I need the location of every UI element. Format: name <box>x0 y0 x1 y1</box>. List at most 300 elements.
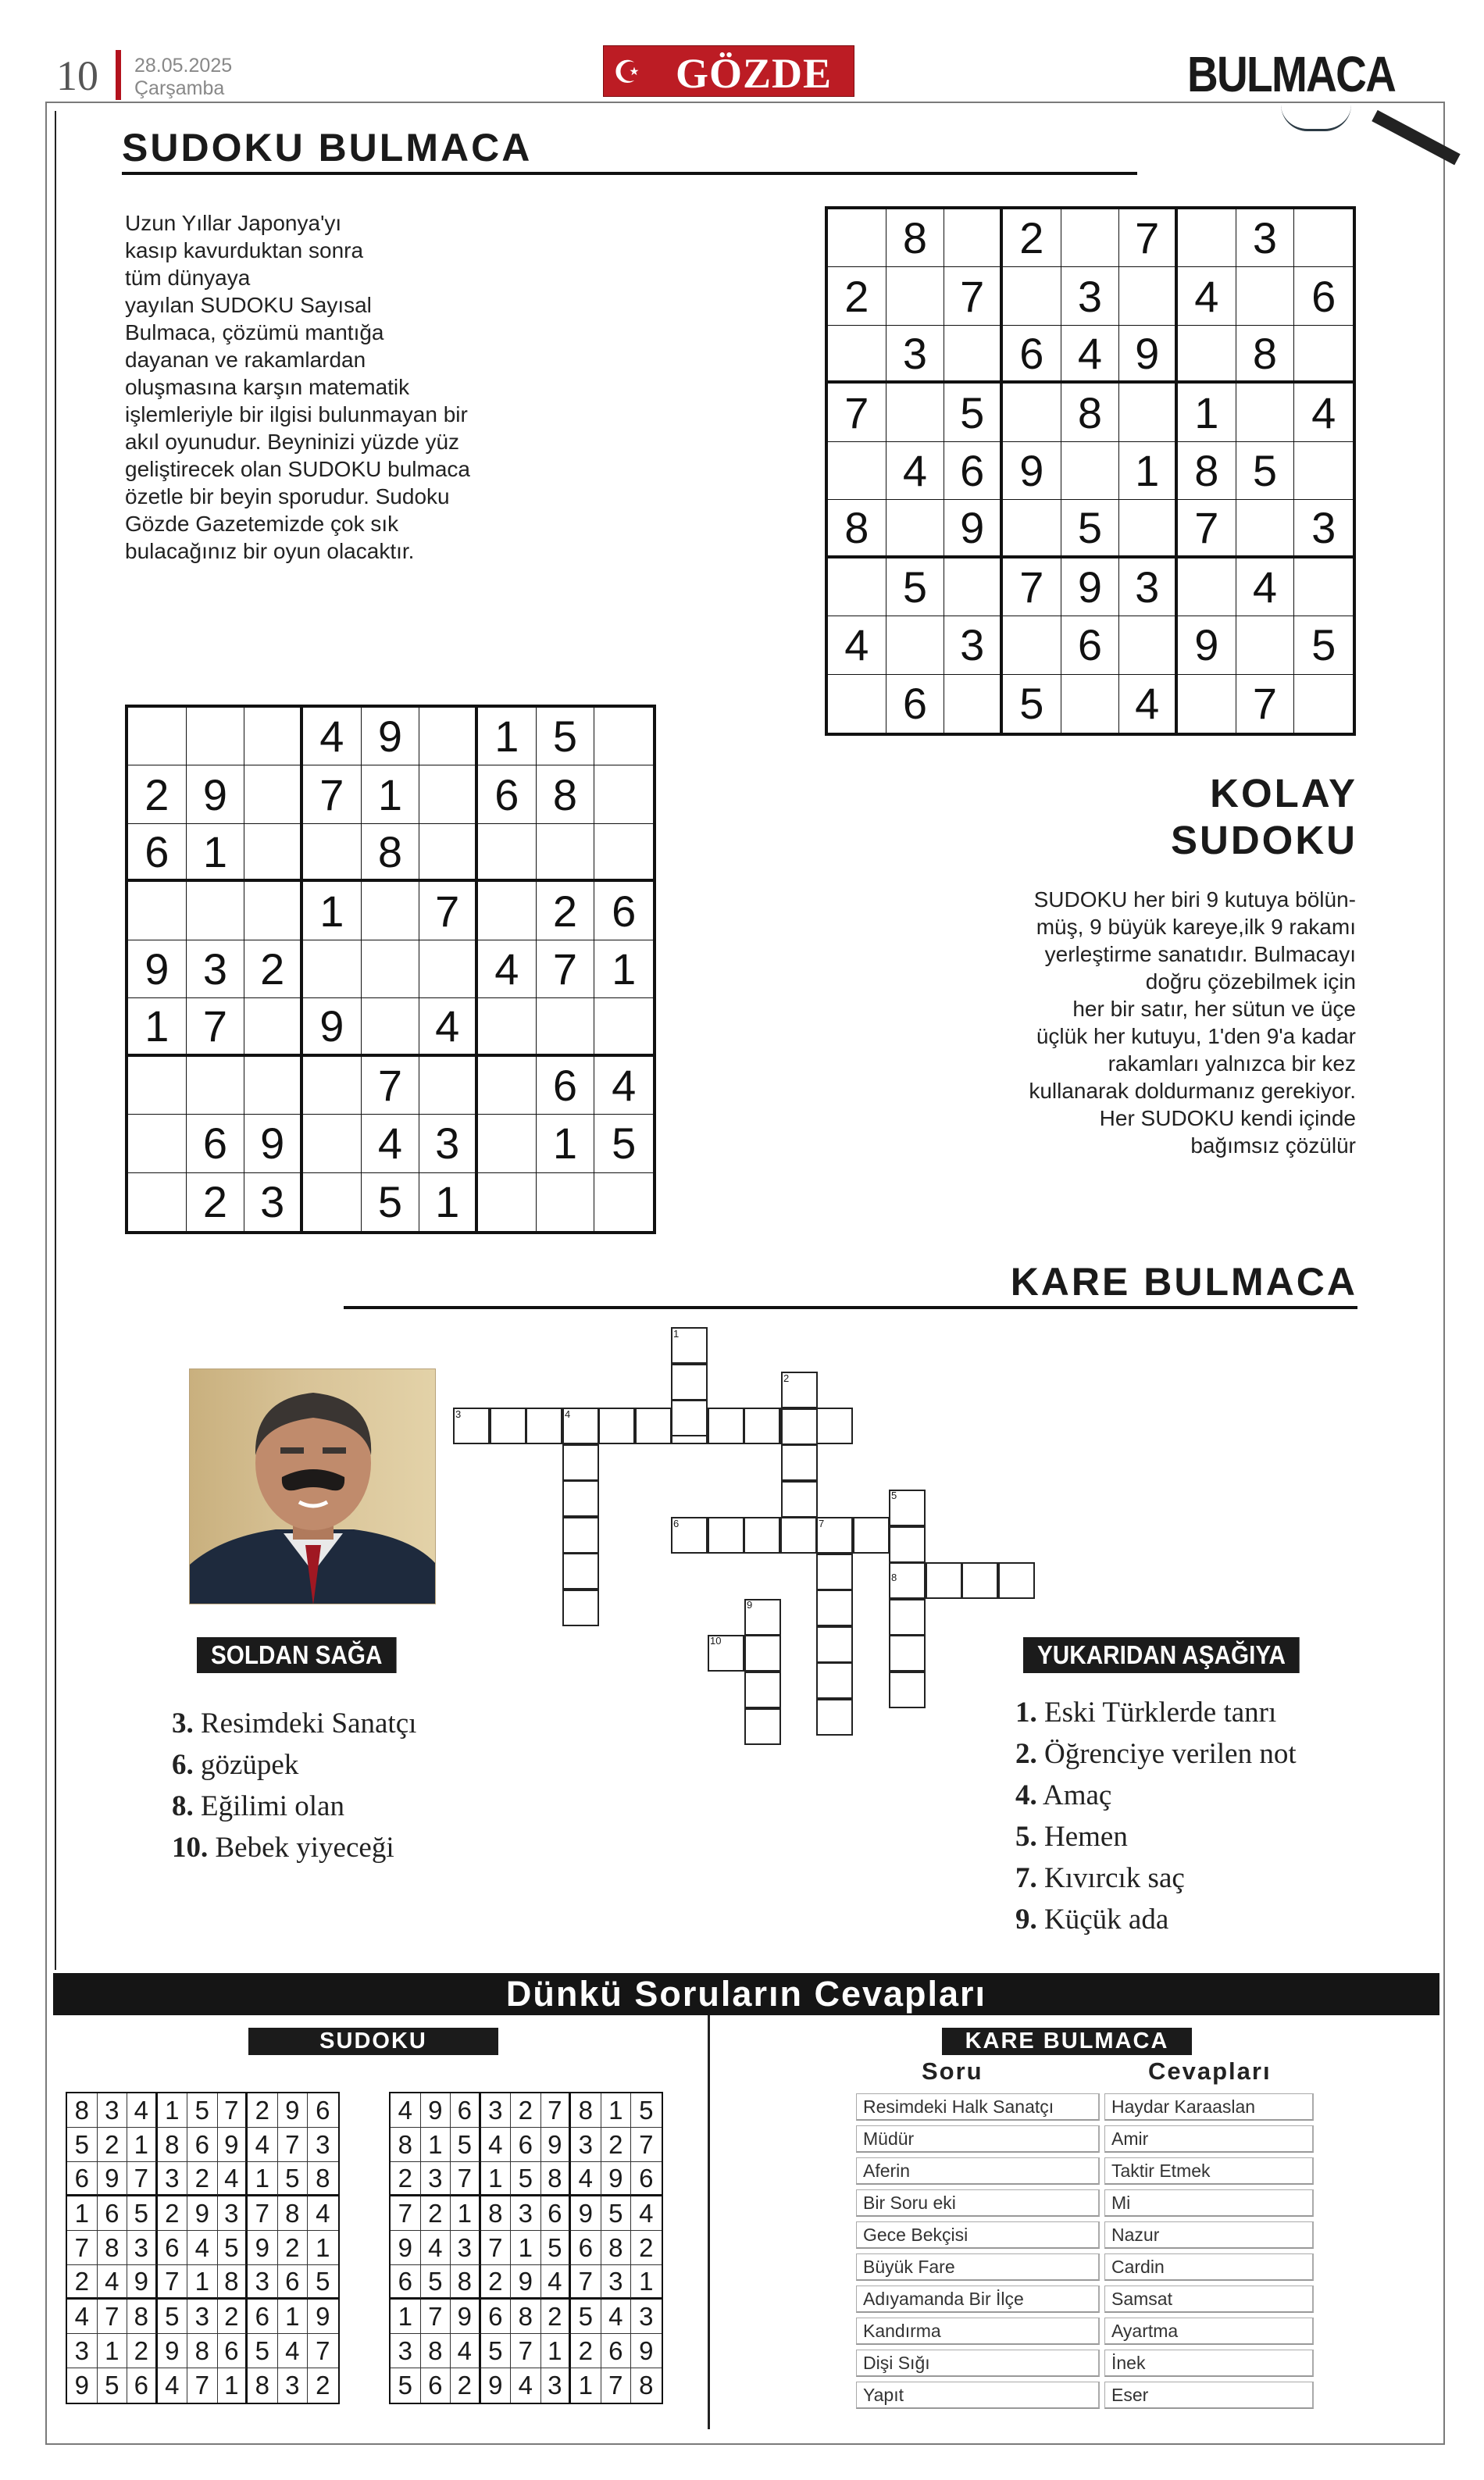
sudoku-cell[interactable]: 9 <box>1178 616 1236 674</box>
sudoku-cell[interactable]: 4 <box>828 616 886 674</box>
clue-text: Bebek yiyeceği <box>215 1832 394 1864</box>
sudoku-cell[interactable] <box>244 824 303 882</box>
intro-line: geliştirecek olan SUDOKU bulmaca <box>125 457 470 481</box>
answer-cell: 7 <box>421 2300 451 2334</box>
answer-cell: 3 <box>481 2093 512 2128</box>
sudoku-cell[interactable]: 7 <box>303 765 362 823</box>
answer-cell: 2 <box>601 2128 632 2162</box>
answer-cell: 2 <box>67 2265 98 2300</box>
sudoku-cell[interactable] <box>303 940 362 998</box>
answer-value: Samsat <box>1104 2286 1314 2313</box>
sudoku-cell[interactable]: 1 <box>187 824 245 882</box>
answer-cell: 9 <box>391 2231 421 2265</box>
crossword-cell[interactable] <box>816 1699 853 1736</box>
sudoku-cell[interactable] <box>886 500 945 558</box>
sudoku-cell[interactable] <box>419 824 478 882</box>
sudoku-cell[interactable] <box>944 209 1003 267</box>
crossword-cell[interactable] <box>562 1590 599 1626</box>
sudoku-cell[interactable] <box>1061 209 1120 267</box>
answer-cell: 6 <box>541 2196 572 2231</box>
down-clue <box>1015 1899 1297 1940</box>
answer-cell: 8 <box>127 2300 158 2334</box>
answer-cell: 9 <box>218 2128 248 2162</box>
sudoku-cell[interactable]: 7 <box>1178 500 1236 558</box>
sudoku-cell[interactable]: 9 <box>1003 442 1061 500</box>
answer-value: Nazur <box>1104 2221 1314 2249</box>
sudoku-cell[interactable]: 3 <box>187 940 245 998</box>
sudoku-cell[interactable] <box>1061 675 1120 733</box>
sudoku-cell[interactable]: 3 <box>886 326 945 384</box>
sudoku-cell[interactable] <box>419 708 478 765</box>
answer-cell: 8 <box>278 2196 309 2231</box>
clue-number: 8. <box>172 1790 194 1822</box>
across-clue <box>172 1744 416 1786</box>
intro-line: Uzun Yıllar Japonya'yı <box>125 211 342 235</box>
crossword-cell[interactable] <box>816 1554 853 1590</box>
sudoku-cell[interactable] <box>1003 267 1061 325</box>
sudoku-cell[interactable]: 1 <box>1119 442 1178 500</box>
answer-cell: 7 <box>187 2368 218 2403</box>
answer-cell: 5 <box>631 2093 662 2128</box>
answer-cell: 9 <box>308 2300 338 2334</box>
crescent-star-icon: ☪ <box>613 55 641 91</box>
answer-cell: 3 <box>187 2300 218 2334</box>
answer-cell: 6 <box>278 2265 309 2300</box>
crossword-cell[interactable] <box>816 1662 853 1699</box>
sudoku-cell[interactable]: 4 <box>362 1115 420 1172</box>
sudoku-cell[interactable] <box>303 1173 362 1231</box>
sudoku-cell[interactable] <box>478 824 537 882</box>
sudoku-cell[interactable]: 7 <box>1003 558 1061 616</box>
sudoku-cell[interactable] <box>594 1173 653 1231</box>
sudoku-cell[interactable]: 7 <box>828 384 886 441</box>
across-clue <box>172 1786 416 1827</box>
sudoku-cell[interactable] <box>478 1057 537 1115</box>
sudoku-cell[interactable] <box>594 998 653 1056</box>
sudoku-cell[interactable]: 4 <box>1236 558 1295 616</box>
sudoku-cell[interactable]: 1 <box>303 882 362 940</box>
sudoku-cell[interactable]: 5 <box>1236 442 1295 500</box>
sudoku-cell[interactable]: 9 <box>362 708 420 765</box>
crossword-cell[interactable] <box>598 1408 635 1444</box>
answer-cell: 1 <box>248 2162 278 2196</box>
easy-text-line: kullanarak doldurmanız gerekiyor. <box>1029 1079 1356 1103</box>
sudoku-cell[interactable] <box>478 882 537 940</box>
down-clue <box>1015 1692 1297 1733</box>
crossword-cell[interactable] <box>889 1672 926 1708</box>
sudoku-cell[interactable] <box>537 824 595 882</box>
sudoku-cell[interactable]: 5 <box>1294 616 1353 674</box>
intro-line: dayanan ve rakamlardan <box>125 348 366 372</box>
crossword-cell[interactable] <box>562 1480 599 1517</box>
sudoku-cell[interactable]: 4 <box>1294 384 1353 441</box>
answer-cell: 4 <box>481 2128 512 2162</box>
sudoku-cell[interactable] <box>1236 384 1295 441</box>
sudoku-cell[interactable]: 6 <box>1294 267 1353 325</box>
sudoku-cell[interactable]: 4 <box>886 442 945 500</box>
sudoku-cell[interactable]: 4 <box>1178 267 1236 325</box>
sudoku-cell[interactable]: 9 <box>944 500 1003 558</box>
sudoku-cell[interactable] <box>478 998 537 1056</box>
crossword-cell[interactable] <box>635 1408 672 1444</box>
crossword-number: 6 <box>673 1518 680 1529</box>
section-title: BULMACA <box>1187 46 1396 102</box>
sudoku-cell[interactable]: 6 <box>128 824 187 882</box>
sudoku-cell[interactable]: 3 <box>1061 267 1120 325</box>
clue-number: 9. <box>1015 1904 1037 1936</box>
crossword-cell[interactable] <box>562 1553 599 1590</box>
answer-cell: 7 <box>67 2231 98 2265</box>
answer-cell: 1 <box>631 2265 662 2300</box>
sudoku-cell[interactable] <box>594 824 653 882</box>
sudoku-cell[interactable] <box>1119 267 1178 325</box>
sudoku-cell[interactable] <box>244 882 303 940</box>
answer-cell: 8 <box>98 2231 128 2265</box>
down-clue <box>1015 1733 1297 1775</box>
sudoku-cell[interactable] <box>944 326 1003 384</box>
crossword-cell[interactable] <box>708 1517 744 1554</box>
easy-sudoku-text <box>922 886 1356 1159</box>
sudoku-cell[interactable] <box>128 1057 187 1115</box>
clue-number: 5. <box>1015 1821 1037 1853</box>
sudoku-cell[interactable]: 7 <box>187 998 245 1056</box>
sudoku-cell[interactable]: 9 <box>1119 326 1178 384</box>
sudoku-cell[interactable] <box>244 708 303 765</box>
sudoku-cell[interactable]: 2 <box>187 1173 245 1231</box>
answer-cell: 8 <box>511 2300 541 2334</box>
sudoku-cell[interactable] <box>478 1173 537 1231</box>
sudoku-cell[interactable] <box>537 998 595 1056</box>
sudoku-cell[interactable]: 4 <box>1119 675 1178 733</box>
crossword-cell[interactable] <box>889 1599 926 1636</box>
answer-cell: 9 <box>571 2196 601 2231</box>
sudoku-cell[interactable] <box>537 1173 595 1231</box>
sudoku-cell[interactable] <box>1119 500 1178 558</box>
answer-cell: 3 <box>308 2128 338 2162</box>
answer-cell: 9 <box>631 2334 662 2368</box>
sudoku-cell[interactable]: 7 <box>1119 209 1178 267</box>
sudoku-cell[interactable] <box>187 882 245 940</box>
sudoku-cell[interactable]: 5 <box>1003 675 1061 733</box>
soru-header: Soru <box>922 2057 983 2085</box>
sudoku-cell[interactable] <box>944 558 1003 616</box>
answer-cell: 4 <box>158 2368 188 2403</box>
sudoku-cell[interactable] <box>828 442 886 500</box>
sudoku-cell[interactable] <box>594 708 653 765</box>
crossword-cell[interactable] <box>781 1408 818 1445</box>
sudoku-cell[interactable] <box>828 675 886 733</box>
crossword-cell[interactable] <box>562 1444 599 1481</box>
sudoku-cell[interactable] <box>419 940 478 998</box>
sudoku-cell[interactable]: 2 <box>244 940 303 998</box>
sudoku-cell[interactable]: 6 <box>478 765 537 823</box>
sudoku-cell[interactable] <box>1178 675 1236 733</box>
answer-cell: 6 <box>218 2334 248 2368</box>
sudoku-cell[interactable]: 3 <box>419 1115 478 1172</box>
sudoku-cell[interactable] <box>1236 616 1295 674</box>
answer-cell: 1 <box>158 2093 188 2128</box>
sudoku-cell[interactable] <box>128 708 187 765</box>
page-number: 10 <box>56 52 98 99</box>
answer-row <box>856 2318 1314 2345</box>
sudoku-cell[interactable]: 5 <box>886 558 945 616</box>
sudoku-cell[interactable] <box>303 1057 362 1115</box>
crossword-cell[interactable] <box>671 1364 708 1401</box>
crossword-cell[interactable] <box>744 1635 781 1672</box>
header-date <box>134 55 232 100</box>
sudoku-cell[interactable]: 8 <box>1178 442 1236 500</box>
crossword-cell[interactable] <box>781 1444 818 1481</box>
answer-cell: 8 <box>248 2368 278 2403</box>
sudoku-cell[interactable] <box>1294 326 1353 384</box>
sudoku-cell[interactable]: 5 <box>362 1173 420 1231</box>
answer-cell: 2 <box>98 2128 128 2162</box>
sudoku-cell[interactable] <box>1294 675 1353 733</box>
answer-cell: 9 <box>127 2265 158 2300</box>
crossword-cell[interactable] <box>853 1517 890 1554</box>
crossword-cell[interactable] <box>781 1481 818 1518</box>
answer-row <box>856 2350 1314 2377</box>
intro-line: Bulmaca, çözümü mantığa <box>125 320 384 344</box>
crossword-cell[interactable] <box>708 1408 744 1444</box>
sudoku-cell[interactable]: 2 <box>1003 209 1061 267</box>
crossword-cell[interactable] <box>816 1626 853 1663</box>
answer-cell: 4 <box>127 2093 158 2128</box>
answers-sudoku-label: SUDOKU <box>248 2028 498 2055</box>
sudoku-cell[interactable]: 8 <box>828 500 886 558</box>
clue-number: 4. <box>1015 1779 1037 1811</box>
answer-value: Amir <box>1104 2125 1314 2153</box>
answer-cell: 8 <box>218 2265 248 2300</box>
answer-cell: 6 <box>67 2162 98 2196</box>
sudoku-cell[interactable] <box>244 998 303 1056</box>
sudoku-cell[interactable] <box>1119 616 1178 674</box>
answer-cell: 7 <box>631 2128 662 2162</box>
clue-number: 10. <box>172 1832 209 1864</box>
sudoku-cell[interactable]: 7 <box>1236 675 1295 733</box>
cevap-header: Cevapları <box>1148 2057 1272 2085</box>
sudoku-cell[interactable]: 5 <box>537 708 595 765</box>
sudoku-cell[interactable] <box>244 765 303 823</box>
crossword-cell[interactable] <box>490 1408 526 1444</box>
answer-row <box>856 2382 1314 2409</box>
sudoku-cell[interactable]: 1 <box>537 1115 595 1172</box>
answer-cell: 8 <box>451 2265 481 2300</box>
sudoku-cell[interactable] <box>828 209 886 267</box>
answer-cell: 5 <box>601 2196 632 2231</box>
answer-cell: 1 <box>421 2128 451 2162</box>
answer-cell: 9 <box>541 2128 572 2162</box>
date-text: 28.05.2025 <box>134 55 233 77</box>
sudoku-cell[interactable]: 4 <box>303 708 362 765</box>
crossword-cell[interactable] <box>816 1408 853 1444</box>
crossword-cell[interactable] <box>889 1635 926 1672</box>
sudoku-cell[interactable]: 1 <box>362 765 420 823</box>
sudoku-cell[interactable]: 4 <box>419 998 478 1056</box>
sudoku-cell[interactable]: 5 <box>944 384 1003 441</box>
sudoku-cell[interactable] <box>1003 500 1061 558</box>
crossword-cell[interactable] <box>780 1517 817 1554</box>
sudoku-cell[interactable] <box>1294 442 1353 500</box>
crossword-cell[interactable] <box>926 1562 962 1599</box>
sudoku-cell[interactable]: 9 <box>1061 558 1120 616</box>
sudoku-cell[interactable] <box>362 940 420 998</box>
answer-cell: 6 <box>511 2128 541 2162</box>
crossword-cell[interactable] <box>998 1562 1035 1599</box>
sudoku-cell[interactable] <box>128 882 187 940</box>
sudoku-cell[interactable]: 3 <box>1119 558 1178 616</box>
sudoku-cell[interactable]: 9 <box>128 940 187 998</box>
sudoku-cell[interactable] <box>303 824 362 882</box>
sudoku-cell[interactable] <box>886 616 945 674</box>
answer-question: Gece Bekçisi <box>856 2221 1100 2249</box>
logo-text: GÖZDE <box>676 50 833 97</box>
sudoku-cell[interactable] <box>362 882 420 940</box>
sudoku-title-rule <box>122 172 1137 175</box>
sudoku-cell[interactable]: 2 <box>537 882 595 940</box>
clue-number: 6. <box>172 1749 194 1781</box>
sudoku-cell[interactable]: 1 <box>478 708 537 765</box>
answer-cell: 9 <box>98 2162 128 2196</box>
sudoku-cell[interactable] <box>128 1115 187 1172</box>
sudoku-cell[interactable]: 1 <box>419 1173 478 1231</box>
sudoku-cell[interactable] <box>244 1057 303 1115</box>
sudoku-cell[interactable]: 4 <box>1061 326 1120 384</box>
answer-cell: 6 <box>421 2368 451 2403</box>
sudoku-cell[interactable]: 5 <box>594 1115 653 1172</box>
sudoku-cell[interactable] <box>1178 209 1236 267</box>
sudoku-cell[interactable] <box>1061 442 1120 500</box>
crossword-cell[interactable] <box>526 1408 562 1444</box>
crossword-cell[interactable] <box>562 1517 599 1554</box>
sudoku-cell[interactable] <box>187 708 245 765</box>
sudoku-cell[interactable]: 3 <box>944 616 1003 674</box>
clue-text: Eski Türklerde tanrı <box>1044 1697 1277 1729</box>
answer-cell: 5 <box>481 2334 512 2368</box>
sudoku-cell[interactable] <box>828 558 886 616</box>
sudoku-cell[interactable] <box>1178 558 1236 616</box>
sudoku-cell[interactable]: 8 <box>1061 384 1120 441</box>
sudoku-cell[interactable]: 5 <box>1061 500 1120 558</box>
sudoku-cell[interactable] <box>128 1173 187 1231</box>
sudoku-cell[interactable] <box>419 765 478 823</box>
sudoku-cell[interactable]: 6 <box>886 675 945 733</box>
crossword-cell[interactable] <box>744 1672 781 1708</box>
sudoku-cell[interactable] <box>187 1057 245 1115</box>
crossword-cell[interactable] <box>816 1590 853 1626</box>
sudoku-cell[interactable] <box>1119 384 1178 441</box>
answer-cell: 3 <box>218 2196 248 2231</box>
sudoku-cell[interactable] <box>478 1115 537 1172</box>
sudoku-cell[interactable]: 2 <box>128 765 187 823</box>
sudoku-cell[interactable]: 4 <box>478 940 537 998</box>
sudoku-cell[interactable]: 6 <box>944 442 1003 500</box>
sudoku-cell[interactable]: 3 <box>244 1173 303 1231</box>
sudoku-cell[interactable] <box>303 1115 362 1172</box>
sudoku-cell[interactable]: 7 <box>537 940 595 998</box>
answer-cell: 1 <box>391 2300 421 2334</box>
sudoku-cell[interactable]: 6 <box>537 1057 595 1115</box>
crossword-cell[interactable] <box>744 1517 780 1554</box>
sudoku-cell[interactable]: 1 <box>1178 384 1236 441</box>
sudoku-cell[interactable]: 9 <box>244 1115 303 1172</box>
sudoku-cell[interactable]: 7 <box>944 267 1003 325</box>
sudoku-cell[interactable] <box>886 267 945 325</box>
sudoku-cell[interactable]: 9 <box>303 998 362 1056</box>
newspaper-logo <box>603 45 854 97</box>
answer-value: Eser <box>1104 2382 1314 2409</box>
answer-cell: 3 <box>158 2162 188 2196</box>
sudoku-cell[interactable] <box>362 998 420 1056</box>
answer-value: Taktir Etmek <box>1104 2157 1314 2185</box>
sudoku-cell[interactable]: 8 <box>537 765 595 823</box>
sudoku-cell[interactable]: 1 <box>128 998 187 1056</box>
answer-cell: 4 <box>511 2368 541 2403</box>
sudoku-cell[interactable]: 3 <box>1294 500 1353 558</box>
sudoku-cell[interactable] <box>1178 326 1236 384</box>
sudoku-cell[interactable] <box>1003 384 1061 441</box>
sudoku-cell[interactable]: 4 <box>594 1057 653 1115</box>
answer-cell: 3 <box>451 2231 481 2265</box>
answer-cell: 8 <box>541 2162 572 2196</box>
sudoku-cell[interactable]: 7 <box>419 882 478 940</box>
crossword-cell[interactable] <box>744 1708 781 1745</box>
sudoku-cell[interactable]: 6 <box>187 1115 245 1172</box>
sudoku-cell[interactable] <box>1294 209 1353 267</box>
answer-cell: 1 <box>98 2334 128 2368</box>
answer-cell: 5 <box>98 2368 128 2403</box>
answer-sudoku-b <box>389 2092 663 2404</box>
sudoku-cell[interactable]: 6 <box>1061 616 1120 674</box>
sudoku-cell[interactable]: 6 <box>1003 326 1061 384</box>
answer-value: Mi <box>1104 2189 1314 2217</box>
sudoku-grid-right <box>825 206 1356 736</box>
sudoku-cell[interactable]: 6 <box>594 882 653 940</box>
sudoku-cell[interactable]: 1 <box>594 940 653 998</box>
answer-row <box>856 2286 1314 2313</box>
answer-cell: 1 <box>571 2368 601 2403</box>
sudoku-cell[interactable]: 8 <box>1236 326 1295 384</box>
sudoku-cell[interactable] <box>419 1057 478 1115</box>
sudoku-cell[interactable]: 2 <box>828 267 886 325</box>
crossword-cell[interactable] <box>961 1562 998 1599</box>
sudoku-cell[interactable]: 8 <box>886 209 945 267</box>
sudoku-cell[interactable]: 7 <box>362 1057 420 1115</box>
answer-cell: 7 <box>481 2231 512 2265</box>
crossword-cell[interactable] <box>889 1526 926 1563</box>
sudoku-cell[interactable]: 8 <box>362 824 420 882</box>
answer-row <box>856 2221 1314 2249</box>
sudoku-cell[interactable]: 3 <box>1236 209 1295 267</box>
answer-value: Ayartma <box>1104 2318 1314 2345</box>
answer-cell: 6 <box>481 2300 512 2334</box>
sudoku-cell[interactable] <box>944 675 1003 733</box>
crossword-cell[interactable] <box>671 1400 708 1436</box>
answer-cell: 5 <box>67 2128 98 2162</box>
answer-question: Bir Soru eki <box>856 2189 1100 2217</box>
sudoku-cell[interactable] <box>594 765 653 823</box>
sudoku-cell[interactable] <box>1294 558 1353 616</box>
crossword-cell[interactable] <box>744 1408 780 1444</box>
answer-cell: 3 <box>541 2368 572 2403</box>
sudoku-cell[interactable] <box>1236 500 1295 558</box>
sudoku-cell[interactable]: 9 <box>187 765 245 823</box>
sudoku-cell[interactable] <box>886 384 945 441</box>
intro-line: işlemleriyle bir ilgisi bulunmayan bir <box>125 402 468 426</box>
sudoku-cell[interactable] <box>1003 616 1061 674</box>
sudoku-cell[interactable] <box>828 326 886 384</box>
sudoku-cell[interactable] <box>1236 267 1295 325</box>
